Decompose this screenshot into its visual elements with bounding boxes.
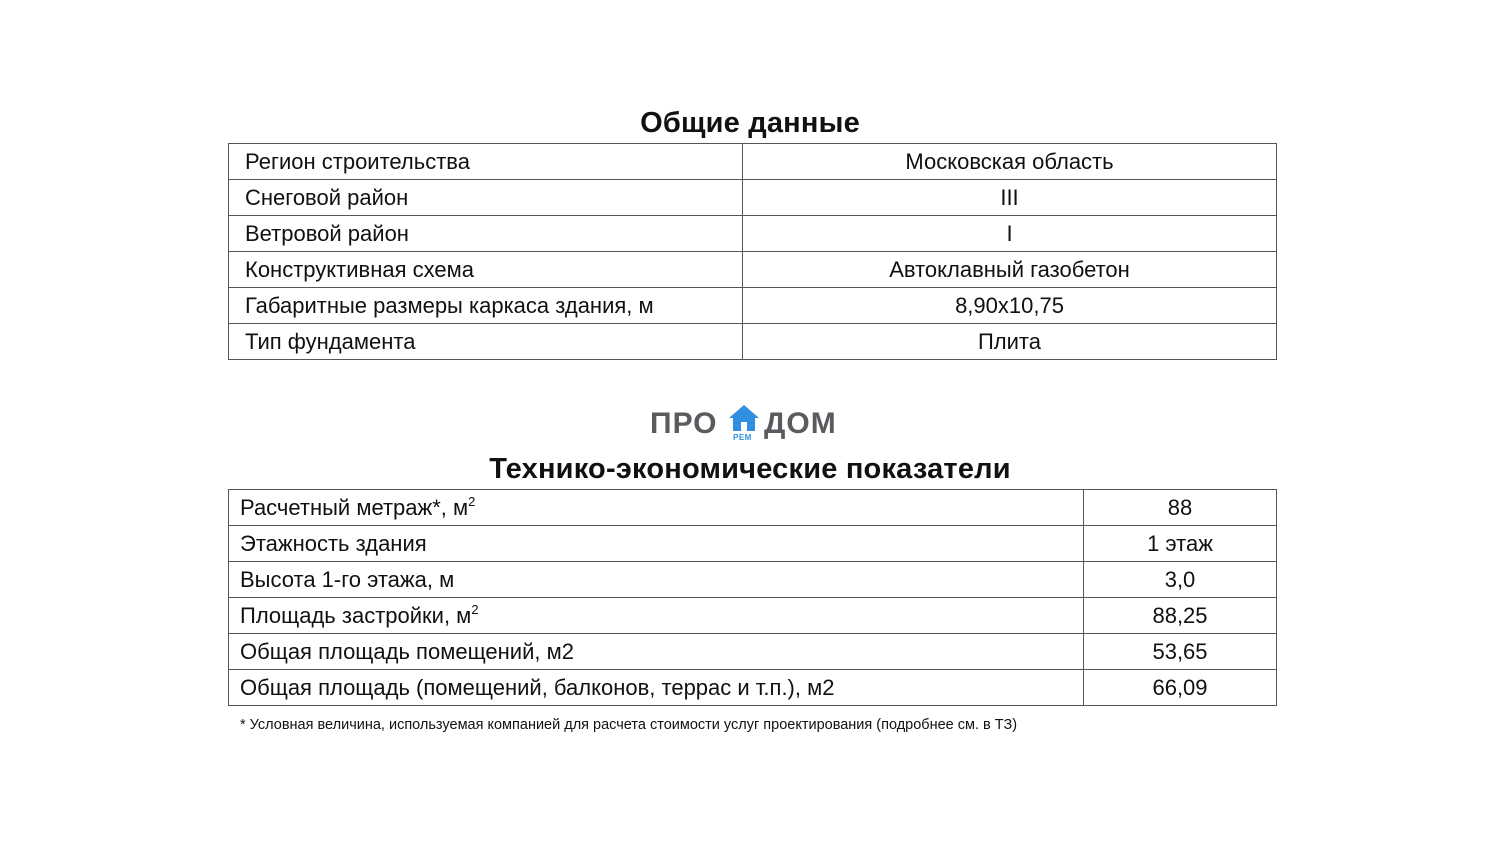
- row-value: 88: [1084, 490, 1277, 526]
- table-row: [229, 634, 1277, 670]
- row-label: Этажность здания: [229, 526, 1084, 562]
- logo-word-pro: ПРО: [650, 407, 718, 440]
- table-row: [229, 490, 1277, 526]
- table-row: [229, 562, 1277, 598]
- row-value: 3,0: [1084, 562, 1277, 598]
- table-row: [229, 598, 1277, 634]
- row-label: Площадь застройки, $м^2$: [229, 598, 1084, 634]
- table-row: [229, 670, 1277, 706]
- row-label: Общая площадь (помещений, балконов, террас и т.п.), м2: [229, 670, 1084, 706]
- row-value: Московская область: [743, 144, 1277, 180]
- row-value: 8,90x10,75: [743, 288, 1277, 324]
- table-row: [229, 252, 1277, 288]
- row-value: 1 этаж: [1084, 526, 1277, 562]
- row-value: 88,25: [1084, 598, 1277, 634]
- unit-superscript: 2: [471, 602, 479, 617]
- row-label: Высота 1-го этажа, м: [229, 562, 1084, 598]
- logo-word-dom: ДОМ: [764, 407, 837, 440]
- table-row: [229, 180, 1277, 216]
- row-label: Конструктивная схема: [229, 252, 743, 288]
- prodom-logo: [648, 403, 852, 447]
- row-label: Тип фундамента: [229, 324, 743, 360]
- row-value: I: [743, 216, 1277, 252]
- row-value: Плита: [743, 324, 1277, 360]
- logo-small-text: РЕМ: [733, 433, 752, 442]
- table-row: [229, 324, 1277, 360]
- row-label: Расчетный метраж*, $м^2$: [229, 490, 1084, 526]
- house-icon: [728, 404, 760, 434]
- row-label: Снеговой район: [229, 180, 743, 216]
- table-row: [229, 144, 1277, 180]
- general-data-title: Общие данные: [640, 107, 860, 139]
- row-value: Автоклавный газобетон: [743, 252, 1277, 288]
- row-label: Ветровой район: [229, 216, 743, 252]
- table-row: [229, 288, 1277, 324]
- row-value: 66,09: [1084, 670, 1277, 706]
- row-label: Общая площадь помещений, м2: [229, 634, 1084, 670]
- table-row: [229, 526, 1277, 562]
- row-label: Регион строительства: [229, 144, 743, 180]
- footnote: * Условная величина, используемая компанией для расчета стоимости услуг проектирования (подробнее см. в ТЗ): [240, 717, 1018, 733]
- row-label: Габаритные размеры каркаса здания, м: [229, 288, 743, 324]
- unit-superscript: 2: [468, 494, 476, 509]
- tech-indicators-table: [228, 489, 1277, 706]
- row-value: 53,65: [1084, 634, 1277, 670]
- table-row: [229, 216, 1277, 252]
- row-value: III: [743, 180, 1277, 216]
- general-data-table: [228, 143, 1277, 360]
- tech-indicators-title: Технико-экономические показатели: [489, 453, 1011, 485]
